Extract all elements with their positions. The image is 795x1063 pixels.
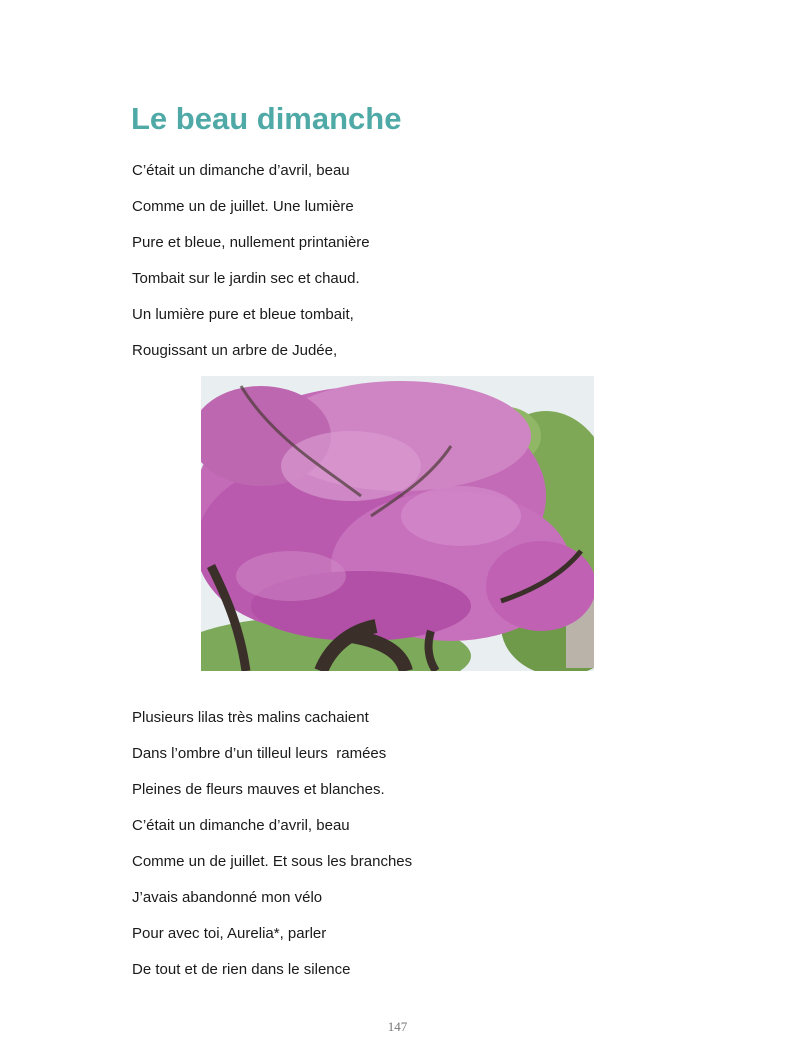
verse-line: Comme un de juillet. Une lumière	[132, 198, 354, 215]
blossoming-tree-illustration	[201, 376, 594, 671]
verse-line: C’était un dimanche d’avril, beau	[132, 817, 350, 834]
stanza-one	[132, 162, 370, 378]
verse-line: C’était un dimanche d’avril, beau	[132, 162, 350, 179]
verse-line: Tombait sur le jardin sec et chaud.	[132, 270, 360, 287]
verse-line: J’avais abandonné mon vélo	[132, 889, 323, 906]
verse-line: Pour avec toi, Aurelia*, parler	[132, 925, 327, 942]
poem-title: Le beau dimanche	[131, 101, 402, 136]
verse-line: De tout et de rien dans le silence	[132, 961, 351, 978]
verse-line: Plusieurs lilas très malins cachaient	[132, 709, 369, 726]
verse-line: Pure et bleue, nullement printanière	[132, 234, 370, 251]
verse-line: Rougissant un arbre de Judée,	[132, 342, 338, 359]
verse-line: Un lumière pure et bleue tombait,	[132, 306, 354, 323]
verse-line: Comme un de juillet. Et sous les branches	[132, 853, 413, 870]
stanza-two	[132, 709, 412, 997]
verse-line: Pleines de fleurs mauves et blanches.	[132, 781, 385, 798]
verse-line: Dans l’ombre d’un tilleul leurs ramées	[132, 745, 387, 762]
page-number: 147	[387, 1019, 408, 1034]
judas-tree-photo	[201, 376, 594, 671]
